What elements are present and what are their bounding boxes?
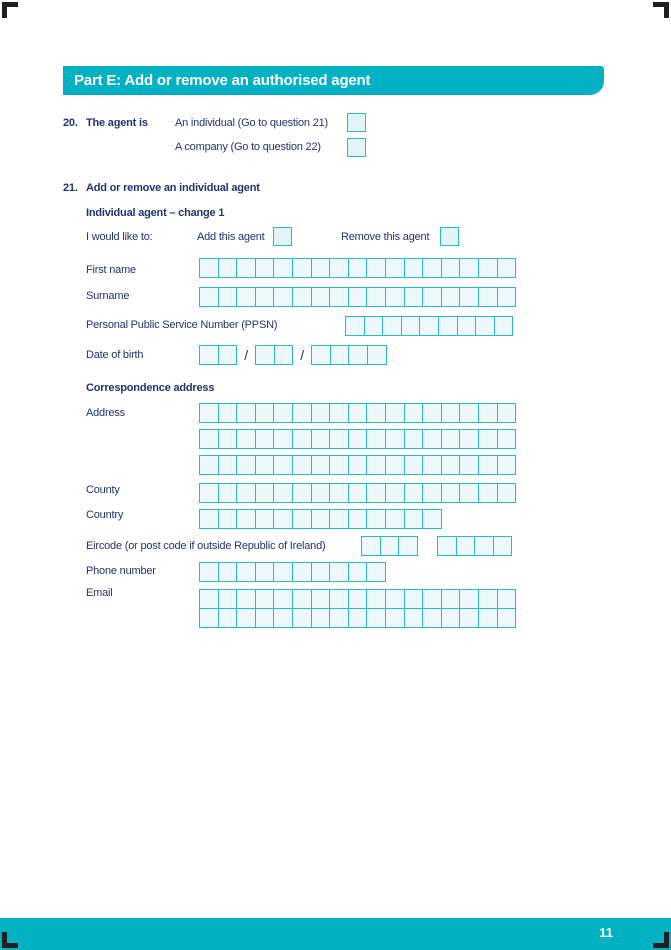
address-label: Address: [86, 407, 125, 419]
char-box[interactable]: [218, 258, 238, 278]
char-box[interactable]: [404, 509, 424, 529]
char-box[interactable]: [329, 483, 349, 503]
char-box[interactable]: [478, 287, 498, 307]
char-box[interactable]: [255, 345, 275, 365]
question-21-heading: Add or remove an individual agent: [86, 182, 260, 194]
char-box[interactable]: [441, 258, 461, 278]
char-box[interactable]: [329, 562, 349, 582]
char-box[interactable]: [385, 589, 405, 609]
char-box[interactable]: [292, 509, 312, 529]
char-box[interactable]: [218, 589, 238, 609]
char-box[interactable]: [459, 429, 479, 449]
char-box[interactable]: [292, 403, 312, 423]
char-box[interactable]: [422, 287, 442, 307]
eircode-group-1-boxes[interactable]: [361, 536, 418, 556]
char-box[interactable]: [422, 403, 442, 423]
char-box[interactable]: [385, 287, 405, 307]
char-box[interactable]: [478, 483, 498, 503]
char-box[interactable]: [311, 345, 331, 365]
char-box[interactable]: [273, 287, 293, 307]
crop-mark-bottom-left: [2, 932, 7, 948]
char-box[interactable]: [218, 429, 238, 449]
char-box[interactable]: [497, 429, 517, 449]
char-box[interactable]: [437, 536, 457, 556]
char-box[interactable]: [497, 258, 517, 278]
first-name-boxes[interactable]: [199, 258, 516, 278]
char-box[interactable]: [218, 403, 238, 423]
char-box[interactable]: [422, 455, 442, 475]
char-box[interactable]: [366, 509, 386, 529]
checkbox-add-agent[interactable]: [273, 227, 292, 246]
char-box[interactable]: [218, 345, 238, 365]
char-box[interactable]: [404, 287, 424, 307]
option-individual-label: An individual (Go to question 21): [175, 117, 328, 129]
char-box[interactable]: [380, 536, 400, 556]
char-box[interactable]: [441, 483, 461, 503]
question-20-label: The agent is: [86, 117, 148, 129]
char-box[interactable]: [457, 316, 477, 336]
char-box[interactable]: [348, 509, 368, 529]
char-box[interactable]: [292, 287, 312, 307]
char-box[interactable]: [345, 316, 365, 336]
char-box[interactable]: [255, 562, 275, 582]
char-box[interactable]: [348, 287, 368, 307]
char-box[interactable]: [404, 589, 424, 609]
char-box[interactable]: [218, 608, 238, 628]
char-box[interactable]: [422, 429, 442, 449]
crop-mark-top-left: [2, 2, 7, 18]
char-box[interactable]: [348, 483, 368, 503]
char-box[interactable]: [218, 509, 238, 529]
char-box[interactable]: [475, 316, 495, 336]
country-boxes[interactable]: [199, 509, 442, 529]
char-box[interactable]: [273, 403, 293, 423]
char-box[interactable]: [218, 562, 238, 582]
char-box[interactable]: [441, 429, 461, 449]
char-box[interactable]: [366, 429, 386, 449]
char-box[interactable]: [292, 608, 312, 628]
char-box[interactable]: [255, 455, 275, 475]
char-box[interactable]: [329, 258, 349, 278]
char-box[interactable]: [474, 536, 494, 556]
county-label: County: [86, 484, 120, 496]
char-box[interactable]: [292, 429, 312, 449]
char-box[interactable]: [441, 287, 461, 307]
char-box[interactable]: [311, 258, 331, 278]
char-box[interactable]: [361, 536, 381, 556]
char-box[interactable]: [199, 509, 219, 529]
char-box[interactable]: [348, 608, 368, 628]
char-box[interactable]: [273, 258, 293, 278]
email-line-2-boxes[interactable]: [199, 608, 516, 628]
char-box[interactable]: [478, 589, 498, 609]
char-box[interactable]: [236, 608, 256, 628]
char-box[interactable]: [366, 287, 386, 307]
question-20-number: 20.: [63, 117, 78, 129]
char-box[interactable]: [401, 316, 421, 336]
remove-agent-label: Remove this agent: [341, 231, 430, 243]
email-line-1-boxes[interactable]: [199, 589, 516, 609]
section-title: Part E: Add or remove an authorised agent: [74, 72, 371, 89]
char-box[interactable]: [273, 589, 293, 609]
add-agent-label: Add this agent: [197, 231, 265, 243]
char-box[interactable]: [366, 258, 386, 278]
char-box[interactable]: [366, 483, 386, 503]
phone-number-label: Phone number: [86, 565, 156, 577]
char-box[interactable]: [422, 589, 442, 609]
char-box[interactable]: [236, 429, 256, 449]
char-box[interactable]: [438, 316, 458, 336]
char-box[interactable]: [478, 258, 498, 278]
surname-boxes[interactable]: [199, 287, 516, 307]
char-box[interactable]: [199, 345, 219, 365]
char-box[interactable]: [199, 562, 219, 582]
char-box[interactable]: [329, 509, 349, 529]
char-box[interactable]: [404, 429, 424, 449]
dob-separator: /: [300, 347, 305, 363]
char-box[interactable]: [311, 483, 331, 503]
char-box[interactable]: [367, 345, 387, 365]
char-box[interactable]: [274, 345, 294, 365]
char-box[interactable]: [493, 536, 513, 556]
char-box[interactable]: [456, 536, 476, 556]
country-label: Country: [86, 509, 124, 521]
char-box[interactable]: [419, 316, 439, 336]
char-box[interactable]: [497, 455, 517, 475]
page-number: 11: [599, 925, 613, 940]
char-box[interactable]: [441, 403, 461, 423]
char-box[interactable]: [329, 429, 349, 449]
char-box[interactable]: [329, 608, 349, 628]
char-box[interactable]: [398, 536, 418, 556]
char-box[interactable]: [497, 608, 517, 628]
char-box[interactable]: [199, 429, 219, 449]
ppsn-boxes[interactable]: [345, 316, 513, 336]
section-banner: [63, 66, 604, 95]
char-box[interactable]: [385, 258, 405, 278]
char-box[interactable]: [459, 258, 479, 278]
char-box[interactable]: [404, 403, 424, 423]
question-21-number: 21.: [63, 182, 78, 194]
char-box[interactable]: [478, 455, 498, 475]
char-box[interactable]: [422, 483, 442, 503]
crop-mark-bottom-right: [664, 932, 669, 948]
char-box[interactable]: [236, 403, 256, 423]
char-box[interactable]: [348, 562, 368, 582]
char-box[interactable]: [255, 509, 275, 529]
char-box[interactable]: [236, 455, 256, 475]
char-box[interactable]: [366, 403, 386, 423]
char-box[interactable]: [385, 483, 405, 503]
address-line-3-boxes[interactable]: [199, 455, 516, 475]
char-box[interactable]: [292, 483, 312, 503]
date-of-birth-field: [199, 345, 387, 365]
char-box[interactable]: [422, 608, 442, 628]
footer-bar: [0, 918, 671, 950]
char-box[interactable]: [404, 483, 424, 503]
char-box[interactable]: [404, 258, 424, 278]
char-box[interactable]: [366, 608, 386, 628]
checkbox-individual[interactable]: [347, 113, 366, 132]
char-box[interactable]: [236, 562, 256, 582]
char-box[interactable]: [199, 403, 219, 423]
char-box[interactable]: [273, 509, 293, 529]
char-box[interactable]: [236, 509, 256, 529]
first-name-label: First name: [86, 264, 136, 276]
char-box[interactable]: [348, 258, 368, 278]
char-box[interactable]: [441, 589, 461, 609]
individual-agent-subheading: Individual agent – change 1: [86, 207, 225, 219]
correspondence-address-heading: Correspondence address: [86, 382, 215, 394]
surname-label: Surname: [86, 290, 130, 302]
char-box[interactable]: [497, 287, 517, 307]
eircode-group-2-boxes[interactable]: [437, 536, 512, 556]
char-box[interactable]: [236, 589, 256, 609]
char-box[interactable]: [422, 258, 442, 278]
char-box[interactable]: [255, 608, 275, 628]
dob-day-boxes[interactable]: [199, 345, 237, 365]
char-box[interactable]: [366, 589, 386, 609]
char-box[interactable]: [348, 589, 368, 609]
char-box[interactable]: [497, 589, 517, 609]
char-box[interactable]: [459, 403, 479, 423]
char-box[interactable]: [311, 455, 331, 475]
char-box[interactable]: [441, 608, 461, 628]
char-box[interactable]: [255, 287, 275, 307]
char-box[interactable]: [311, 608, 331, 628]
char-box[interactable]: [292, 258, 312, 278]
char-box[interactable]: [478, 403, 498, 423]
crop-mark-top-right: [664, 2, 669, 18]
dob-month-boxes[interactable]: [255, 345, 293, 365]
char-box[interactable]: [292, 455, 312, 475]
char-box[interactable]: [348, 429, 368, 449]
char-box[interactable]: [329, 403, 349, 423]
phone-number-boxes[interactable]: [199, 562, 386, 582]
char-box[interactable]: [292, 589, 312, 609]
char-box[interactable]: [236, 483, 256, 503]
char-box[interactable]: [385, 403, 405, 423]
email-field: [199, 589, 516, 628]
char-box[interactable]: [366, 562, 386, 582]
char-box[interactable]: [199, 455, 219, 475]
char-box[interactable]: [478, 608, 498, 628]
char-box[interactable]: [441, 455, 461, 475]
ppsn-label: Personal Public Service Number (PPSN): [86, 319, 278, 331]
char-box[interactable]: [382, 316, 402, 336]
char-box[interactable]: [311, 429, 331, 449]
char-box[interactable]: [385, 429, 405, 449]
char-box[interactable]: [273, 608, 293, 628]
char-box[interactable]: [255, 258, 275, 278]
char-box[interactable]: [385, 455, 405, 475]
char-box[interactable]: [218, 287, 238, 307]
char-box[interactable]: [364, 316, 384, 336]
char-box[interactable]: [497, 403, 517, 423]
char-box[interactable]: [385, 608, 405, 628]
address-line-1-boxes[interactable]: [199, 403, 516, 423]
char-box[interactable]: [273, 455, 293, 475]
char-box[interactable]: [311, 403, 331, 423]
char-box[interactable]: [494, 316, 514, 336]
address-line-2-boxes[interactable]: [199, 429, 516, 449]
char-box[interactable]: [385, 509, 405, 529]
char-box[interactable]: [459, 455, 479, 475]
char-box[interactable]: [236, 287, 256, 307]
dob-separator: /: [244, 347, 249, 363]
char-box[interactable]: [199, 483, 219, 503]
checkbox-company[interactable]: [347, 138, 366, 157]
char-box[interactable]: [329, 589, 349, 609]
eircode-label: Eircode (or post code if outside Republic of Ireland): [86, 540, 326, 552]
date-of-birth-label: Date of birth: [86, 349, 144, 361]
dob-year-boxes[interactable]: [311, 345, 386, 365]
char-box[interactable]: [273, 562, 293, 582]
char-box[interactable]: [366, 455, 386, 475]
option-company-label: A company (Go to question 22): [175, 141, 321, 153]
char-box[interactable]: [497, 483, 517, 503]
char-box[interactable]: [199, 287, 219, 307]
char-box[interactable]: [404, 455, 424, 475]
char-box[interactable]: [404, 608, 424, 628]
char-box[interactable]: [348, 403, 368, 423]
char-box[interactable]: [273, 429, 293, 449]
char-box[interactable]: [459, 589, 479, 609]
char-box[interactable]: [311, 589, 331, 609]
char-box[interactable]: [236, 258, 256, 278]
char-box[interactable]: [218, 455, 238, 475]
char-box[interactable]: [199, 258, 219, 278]
char-box[interactable]: [459, 287, 479, 307]
char-box[interactable]: [459, 483, 479, 503]
char-box[interactable]: [330, 345, 350, 365]
char-box[interactable]: [311, 562, 331, 582]
char-box[interactable]: [459, 608, 479, 628]
char-box[interactable]: [255, 429, 275, 449]
county-boxes[interactable]: [199, 483, 516, 503]
char-box[interactable]: [422, 509, 442, 529]
char-box[interactable]: [255, 483, 275, 503]
char-box[interactable]: [311, 509, 331, 529]
char-box[interactable]: [348, 345, 368, 365]
char-box[interactable]: [329, 455, 349, 475]
char-box[interactable]: [292, 562, 312, 582]
char-box[interactable]: [311, 287, 331, 307]
char-box[interactable]: [273, 483, 293, 503]
char-box[interactable]: [199, 608, 219, 628]
intent-label: I would like to:: [86, 231, 153, 243]
char-box[interactable]: [255, 403, 275, 423]
char-box[interactable]: [255, 589, 275, 609]
checkbox-remove-agent[interactable]: [440, 227, 459, 246]
char-box[interactable]: [348, 455, 368, 475]
char-box[interactable]: [218, 483, 238, 503]
email-label: Email: [86, 587, 113, 599]
char-box[interactable]: [199, 589, 219, 609]
char-box[interactable]: [329, 287, 349, 307]
char-box[interactable]: [478, 429, 498, 449]
